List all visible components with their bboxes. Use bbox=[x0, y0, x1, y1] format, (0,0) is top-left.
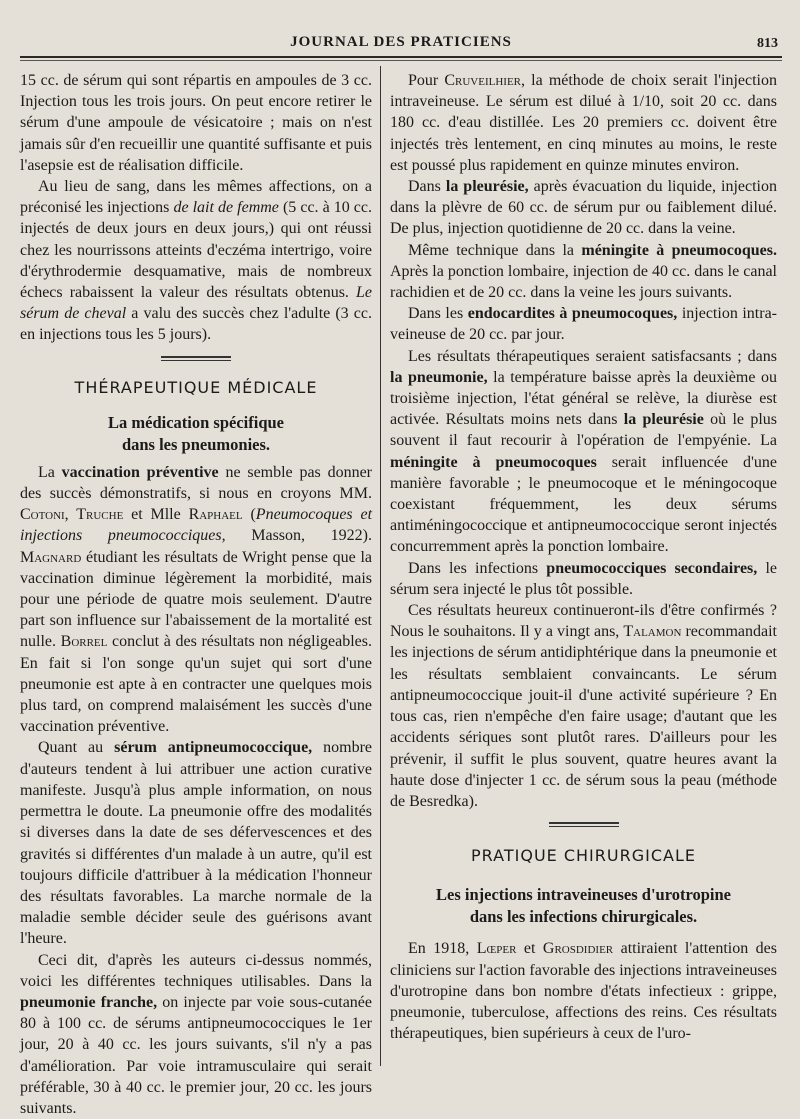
journal-title: JOURNAL DES PRATICIENS bbox=[290, 34, 512, 50]
paragraph: Ces résultats heureux continueront-ils d'être confirmés ? Nous le souhaitons. Il y a vingt ans, Talamon recommandait les injections de sérum antidiphtérique dans la pneumonie et les résultats semblaient convaincants. Le sérum antipneumococcique jouit-il d'une activité supérieure ? En tous cas, rien n'empêche d'en faire usage; d'autant que les accidents sériques sont plutôt rares. D'ailleurs pour les prévenir, il suffit le plus souvent, quatre heures avant la haute dose d'injecter 1 cc. de sérum sous la peau (méthode de Besredka). bbox=[390, 602, 777, 810]
paragraph: Dans les endocardites à pneumocoques, injection intra-veineuse de 20 cc. par jour. bbox=[390, 305, 778, 344]
paragraph: Dans les infections pneumococciques secondaires, le sérum sera injecté le plus tôt possible. bbox=[390, 559, 778, 598]
section-title: THÉRAPEUTIQUE MÉDICALE bbox=[74, 377, 318, 397]
header-rule bbox=[20, 56, 782, 58]
paragraph: Au lieu de sang, dans les mêmes affections, on a préconisé les injections de lait de femme (5 cc. à 10 cc. injectés de deux jours en deux jours,) qui ont réussi chez les nourrissons atteints d'eczéma intertrigo, voire d'érythrodermie desquamative, mais de nombreux échecs rabaissent la valeur des résultats obtenus. Le sérum de cheval a valu des succès chez l'adulte (3 cc. en injections tous les 5 jours). bbox=[20, 178, 372, 344]
left-column bbox=[20, 70, 372, 1119]
separator-rule bbox=[161, 356, 231, 361]
right-column bbox=[390, 70, 777, 1044]
paragraph: Pour Cruveilhier, la méthode de choix serait l'injection intraveineuse. Le sérum est dilué à 1/10, soit 20 cc. dans 180 cc. d'eau distillée. Les 20 premiers cc. doivent être injectés très lentement, en cinq minutes au moins, le reste est poussé plus rapidement en quinze minutes environ. bbox=[390, 72, 778, 174]
article-title: Les injections intraveineuses d'urotropine dans les infections chirurgicales. bbox=[435, 885, 732, 927]
separator-rule bbox=[549, 822, 619, 827]
section-title: PRATIQUE CHIRURGICALE bbox=[471, 846, 696, 866]
paragraph: Même technique dans la méningite à pneumocoques. Après la ponction lombaire, injection de 40 cc. dans le canal rachidien et de 20 cc. dans la veine les jours suivants. bbox=[390, 241, 777, 302]
header-rule-thin bbox=[20, 60, 782, 61]
paragraph: Quant au sérum antipneumococcique, nombre d'auteurs tendent à lui attribuer une action curative manifeste. Jusqu'à plus ample information, on nous permettra le doute. La pneumonie offre des modalités si diverses dans la date de ses défervescences et des gravités si différentes d'un malade à un autre, qu'il est toujours difficile d'attribuer à la médication l'honneur des résultats favorables. La marche normale de la maladie semble décider seule des guérisons avant l'heure. bbox=[20, 739, 372, 948]
paragraph: En 1918, Lœper et Grosdidier attiraient l'attention des cliniciens sur l'action favorable des injections intraveineuses d'urotropine dans bon nombre d'états infectieux : grippe, pneumonie, tuberculose, affections des reins. Ces résultats thérapeutiques, bien supérieurs à ceux de l'uro- bbox=[390, 940, 778, 1043]
paragraph: Ceci dit, d'après les auteurs ci-dessus nommés, voici les différentes techniques utilisables. Dans la pneumonie franche, on injecte par voie sous-cutanée 80 à 100 cc. de sérums antipneumococciques le 1er jour, 20 à 40 cc. les jours suivants, s'il n'y a pas d'amélioration. Par voie intramusculaire qui serait préférable, 30 à 40 cc. le premier jour, 20 cc. les jours suivants. bbox=[20, 951, 372, 1117]
column-divider bbox=[380, 66, 381, 1066]
paragraph: 15 cc. de sérum qui sont répartis en ampoules de 3 cc. Injection tous les trois jours. On peut encore retirer le sérum d'une ampoule de vésicatoire ; mais on n'est jamais sûr d'en recueillir une quantité suffisante et puis l'asepsie est de réalisation difficile. bbox=[20, 72, 372, 174]
article-title: La médication spécifique dans les pneumonies. bbox=[108, 412, 284, 454]
paragraph: Les résultats thérapeutiques seraient satisfacsants ; dans la pneumonie, la température baisse après la deuxième ou troisième injection, l'état général se relève, la diurèse est activée. Résultats moins nets dans la pleurésie où le plus souvent il faut recourir à l'opération de l'empyénie. La méningite à pneumocoques serait influencée d'une manière favorable ; le pneumocoque et le méningocoque coexistant fréquemment, les deux sérums antiméningococcique et antipneumococcique seront injectés concurremment après la ponction lombaire. bbox=[390, 347, 778, 556]
paragraph: Dans la pleurésie, après évacuation du liquide, injection dans la plèvre de 60 cc. de sérum pur ou faiblement dilué. De plus, injection quotidienne de 20 cc. dans la veine. bbox=[390, 178, 778, 238]
page-number: 813 bbox=[757, 36, 778, 51]
paragraph: La vaccination préventive ne semble pas donner des succès démonstratifs, si nous en croyons MM. Cotoni, Truche et Mlle Raphael (Pneumocoques et injections pneumococciques, Masson, 1922). Magnard étudiant les résultats de Wright pense que la vaccination diminue légèrement la morbidité, mais pour une période de quatre mois seulement. D'autre part son influence sur l'abaissement de la mortalité est nulle. Borrel conclut à des résultats non négligeables. En fait si l'on songe qu'un sujet qui sort d'une pneumonie est apte à en contracter une quelques mois plus tard, on comprend malaisément les succès d'une vaccination préventive. bbox=[20, 463, 373, 736]
page-header bbox=[20, 30, 782, 60]
